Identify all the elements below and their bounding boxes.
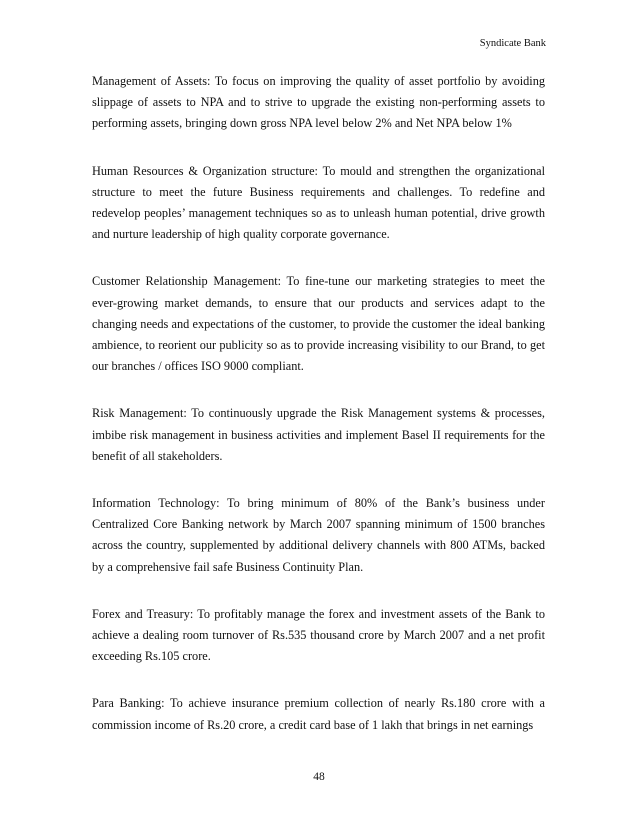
- paragraph-human-resources: Human Resources & Organization structure: To mould and strengthen the organizational structure to meet the future Business requirements and challenges. To redefine and redevelop peoples’ management techniques so as to unleash human potential, drive growth and nurture leadership of high quality corporate governance.: [92, 163, 545, 242]
- page-number: 48: [313, 771, 325, 783]
- paragraph-para-banking: Para Banking: To achieve insurance premium collection of nearly Rs.180 crore with a commission income of Rs.20 crore, a credit card base of 1 lakh that brings in net earnings: [92, 696, 545, 732]
- paragraph-management-of-assets: Management of Assets: To focus on improving the quality of asset portfolio by avoiding slippage of assets to NPA and to strive to upgrade the existing non-performing assets to performing assets, bringing down gross NPA level below 2% and Net NPA below 1%: [92, 74, 545, 131]
- paragraph-customer-relationship: Customer Relationship Management: To fine-tune our marketing strategies to meet the ever-growing market demands, to ensure that our products and services adapt to the changing needs and expectations of the customer, to provide the customer the ideal banking ambience, to reorient our publicity so as to provide increasing visibility to our Brand, to get our branches / offices ISO 9000 compliant.: [92, 274, 545, 374]
- paragraph-risk-management: Risk Management: To continuously upgrade the Risk Management systems & processes, imbibe risk management in business activities and implement Basel II requirements for the benefit of all stakeholders.: [92, 406, 545, 463]
- page-body: [92, 71, 545, 762]
- paragraph-information-technology: Information Technology: To bring minimum of 80% of the Bank’s business under Centralized Core Banking network by March 2007 spanning minimum of 1500 branches across the country, supplemented by additional delivery channels with 800 ATMs, backed by a comprehensive fail safe Business Continuity Plan.: [92, 496, 545, 574]
- running-header: Syndicate Bank: [479, 38, 546, 49]
- paragraph-forex-treasury: Forex and Treasury: To profitably manage the forex and investment assets of the Bank to achieve a dealing room turnover of Rs.535 thousand crore by March 2007 and a net profit exceeding Rs.105 crore.: [92, 606, 545, 664]
